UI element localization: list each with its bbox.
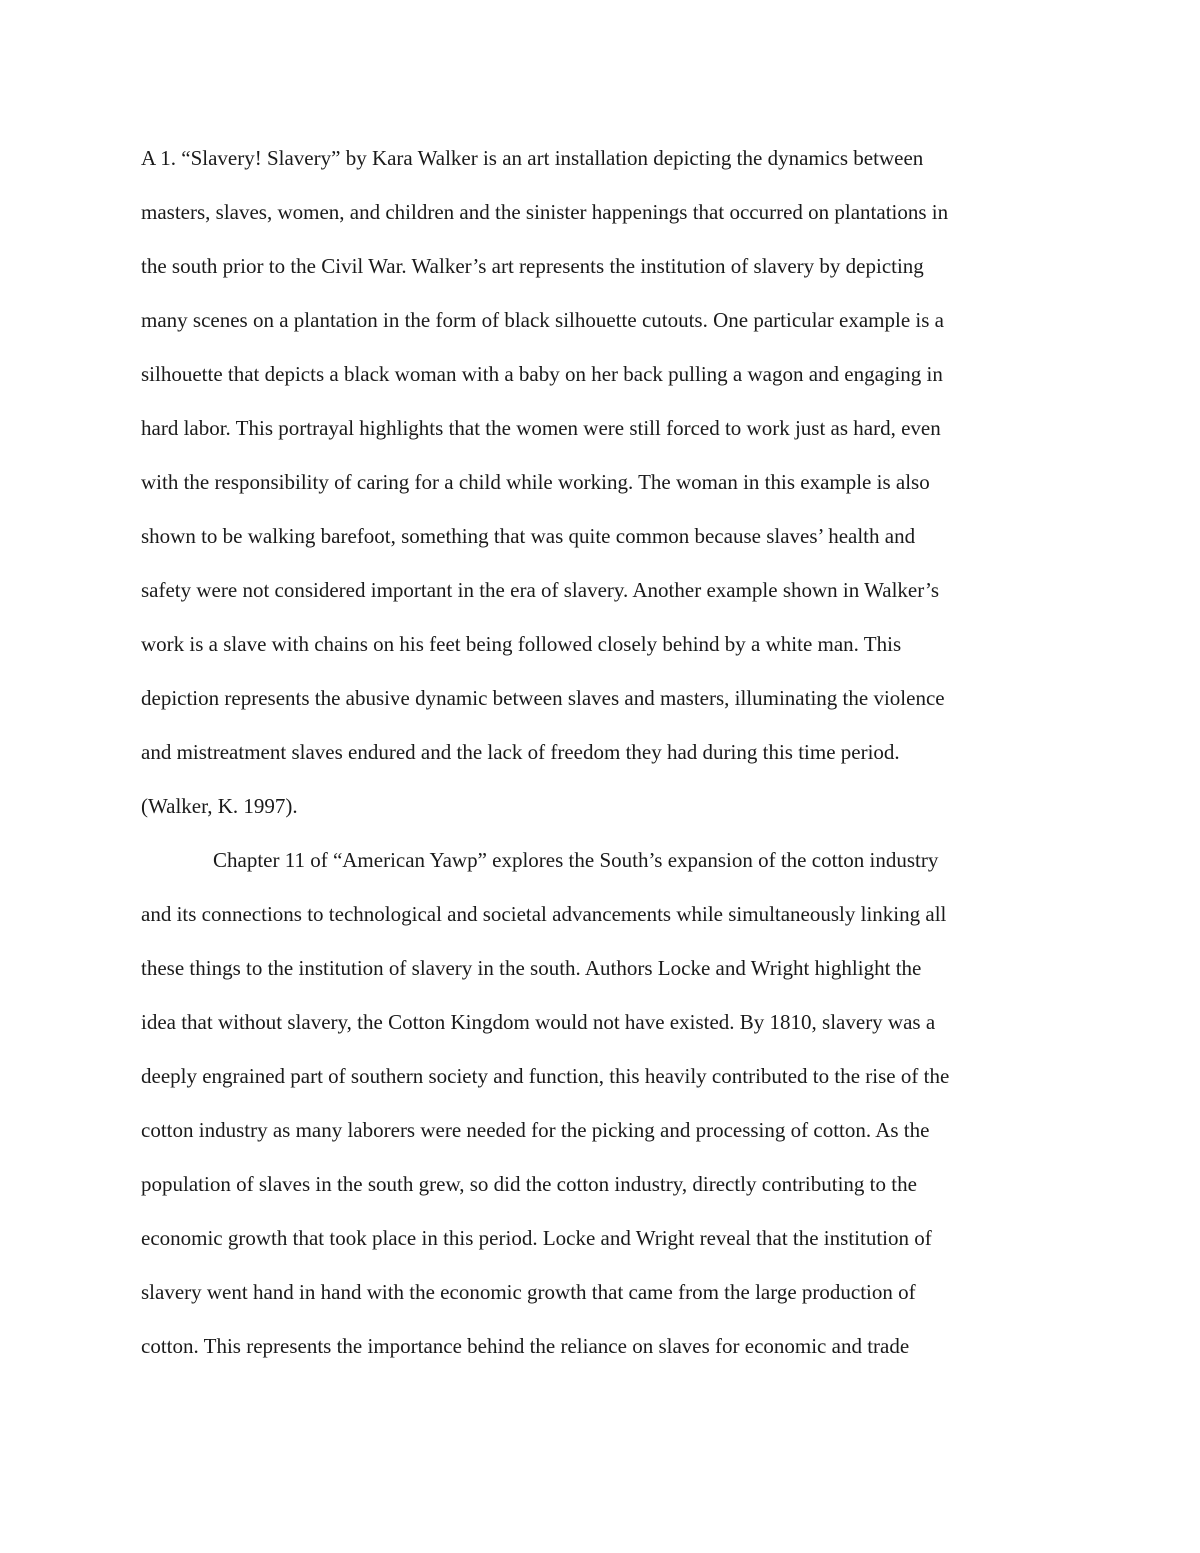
paragraph-start-line: Chapter 11 of “American Yawp” explores the South’s expansion of the cotton industry (213, 848, 939, 872)
text-line: deeply engrained part of southern society and function, this heavily contributed to the rise of the (141, 1064, 950, 1088)
text-line: these things to the institution of slavery in the south. Authors Locke and Wright highlight the (141, 956, 922, 980)
text-line: safety were not considered important in the era of slavery. Another example shown in Walker’s (141, 578, 940, 602)
text-line: the south prior to the Civil War. Walker’s art represents the institution of slavery by depicting (141, 254, 924, 278)
text-line: many scenes on a plantation in the form of black silhouette cutouts. One particular example is a (141, 308, 945, 332)
text-line: idea that without slavery, the Cotton Kingdom would not have existed. By 1810, slavery was a (141, 1010, 936, 1034)
text-line: cotton industry as many laborers were needed for the picking and processing of cotton. As the (141, 1118, 930, 1142)
text-line: shown to be walking barefoot, something that was quite common because slaves’ health and (141, 524, 916, 548)
text-line: hard labor. This portrayal highlights that the women were still forced to work just as hard, even (141, 416, 941, 440)
text-line: silhouette that depicts a black woman with a baby on her back pulling a wagon and engaging in (141, 362, 943, 386)
text-line: cotton. This represents the importance behind the reliance on slaves for economic and trade (141, 1334, 910, 1358)
text-line: depiction represents the abusive dynamic between slaves and masters, illuminating the violence (141, 686, 945, 710)
text-line: and mistreatment slaves endured and the lack of freedom they had during this time period. (141, 740, 900, 764)
text-line: population of slaves in the south grew, so did the cotton industry, directly contributing to the (141, 1172, 917, 1196)
text-line: work is a slave with chains on his feet being followed closely behind by a white man. This (141, 632, 902, 656)
text-line: masters, slaves, women, and children and the sinister happenings that occurred on plantations in (141, 200, 949, 224)
text-line: with the responsibility of caring for a child while working. The woman in this example is also (141, 470, 930, 494)
document-body (141, 140, 1071, 1382)
text-line: and its connections to technological and societal advancements while simultaneously linking all (141, 902, 947, 926)
citation-line: (Walker, K. 1997). (141, 794, 298, 818)
text-line: slavery went hand in hand with the economic growth that came from the large production of (141, 1280, 916, 1304)
text-line: A 1. “Slavery! Slavery” by Kara Walker is an art installation depicting the dynamics between (141, 146, 924, 170)
text-line: economic growth that took place in this period. Locke and Wright reveal that the institution of (141, 1226, 932, 1250)
